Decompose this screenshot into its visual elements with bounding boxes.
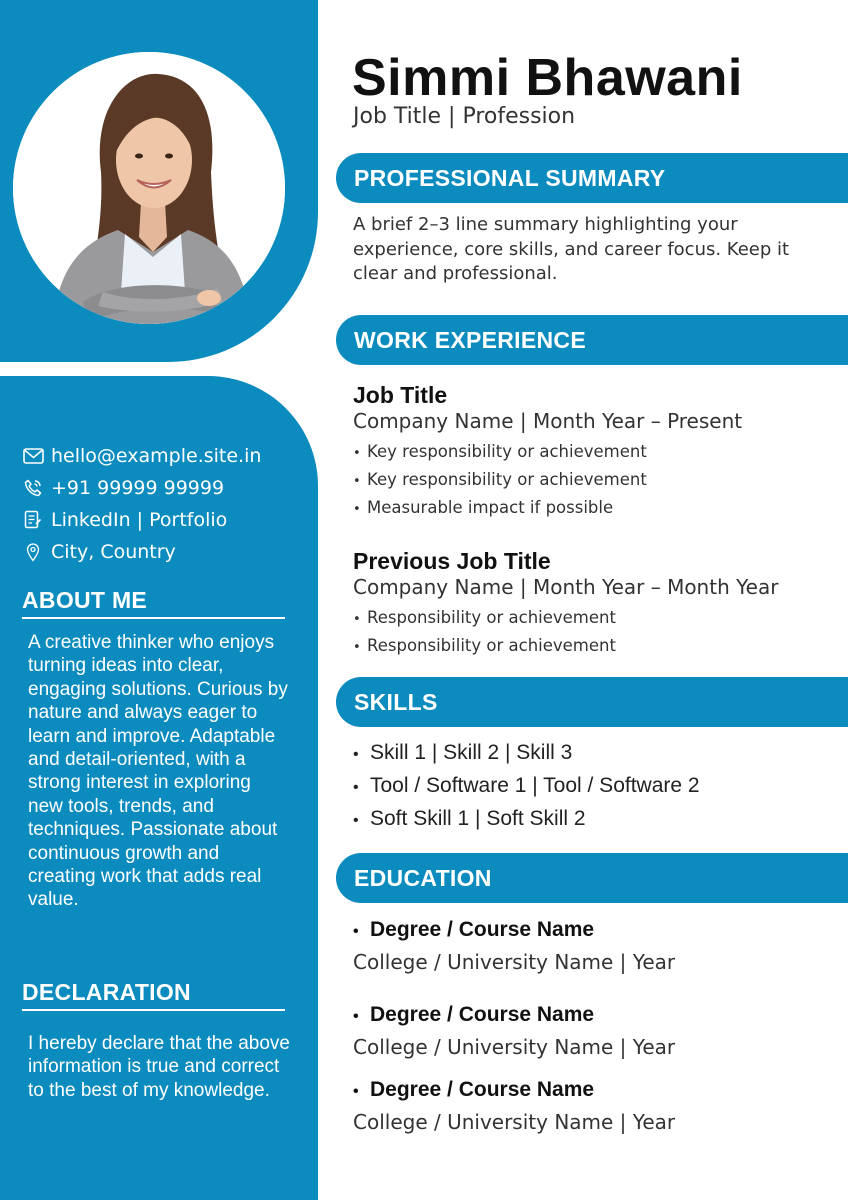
location-icon [22,541,44,563]
phone-icon [22,477,44,499]
education-college: College / University Name | Year [353,1110,676,1134]
job-2-company: Company Name | Month Year – Month Year [353,575,779,599]
job-1-title: Job Title [353,382,448,408]
education-college: College / University Name | Year [353,950,676,974]
job-2-bullets [353,604,616,660]
list-item: • Skill 1 | Skill 2 | Skill 3 [353,736,700,769]
skills-heading-bar [336,677,848,727]
summary-text: A brief 2–3 line summary highlighting your experience, core skills, and career focus. Keep it clear and professional. [353,214,790,284]
about-heading: ABOUT ME [22,587,285,619]
education-heading: EDUCATION [354,864,492,891]
job-1-company: Company Name | Month Year – Present [353,409,743,433]
contact-phone[interactable] [22,472,261,504]
job-2-title: Previous Job Title [353,548,551,574]
list-item: • Measurable impact if possible [353,494,647,522]
link-icon [22,509,44,531]
summary-heading-bar [336,153,848,203]
education-item [353,1078,675,1134]
contact-email[interactable] [22,440,261,472]
list-item: • Key responsibility or achievement [353,466,647,494]
email-icon [22,445,44,467]
list-item: • Key responsibility or achievement [353,438,647,466]
contact-location [22,536,261,568]
list-item: • Responsibility or achievement [353,604,616,632]
education-heading-bar [336,853,848,903]
education-item [353,918,675,974]
list-item: • Responsibility or achievement [353,632,616,660]
contact-links[interactable] [22,504,261,536]
experience-heading-bar [336,315,848,365]
about-text: A creative thinker who enjoys turning ideas into clear, engaging solutions. Curious by nature and always eager to learn and improve. Adaptable and detail-oriented, with a strong interest in exploring new tools, trends, and techniques. Passionate about continuous growth and creating work that adds real value. [28,632,288,911]
summary-heading: PROFESSIONAL SUMMARY [354,164,666,191]
job-1-bullets [353,438,647,522]
skills-heading: SKILLS [354,688,438,715]
contact-phone-text: +91 99999 99999 [51,477,225,499]
list-item: • Soft Skill 1 | Soft Skill 2 [353,802,700,835]
contact-list [22,440,261,568]
list-item: • Tool / Software 1 | Tool / Software 2 [353,769,700,802]
declaration-heading: DECLARATION [22,979,285,1011]
education-college: College / University Name | Year [353,1035,676,1059]
candidate-title: Job Title | Profession [353,104,576,129]
experience-heading: WORK EXPERIENCE [354,326,586,353]
declaration-text: I hereby declare that the above information is true and correct to the best of my knowledge. [28,1033,290,1101]
sidebar-info-panel [0,376,318,1200]
candidate-name: Simmi Bhawani [352,49,743,107]
contact-email-text: hello@example.site.in [51,445,262,467]
contact-location-text: City, Country [51,541,176,563]
skills-list [353,736,700,835]
education-degree: • Degree / Course Name [353,1003,675,1027]
profile-photo-illustration [13,52,285,324]
education-degree: • Degree / Course Name [353,1078,675,1102]
profile-photo [13,52,285,324]
education-item [353,1003,675,1059]
contact-links-text: LinkedIn | Portfolio [51,509,228,531]
education-degree: • Degree / Course Name [353,918,675,942]
sidebar-photo-panel [0,0,318,362]
